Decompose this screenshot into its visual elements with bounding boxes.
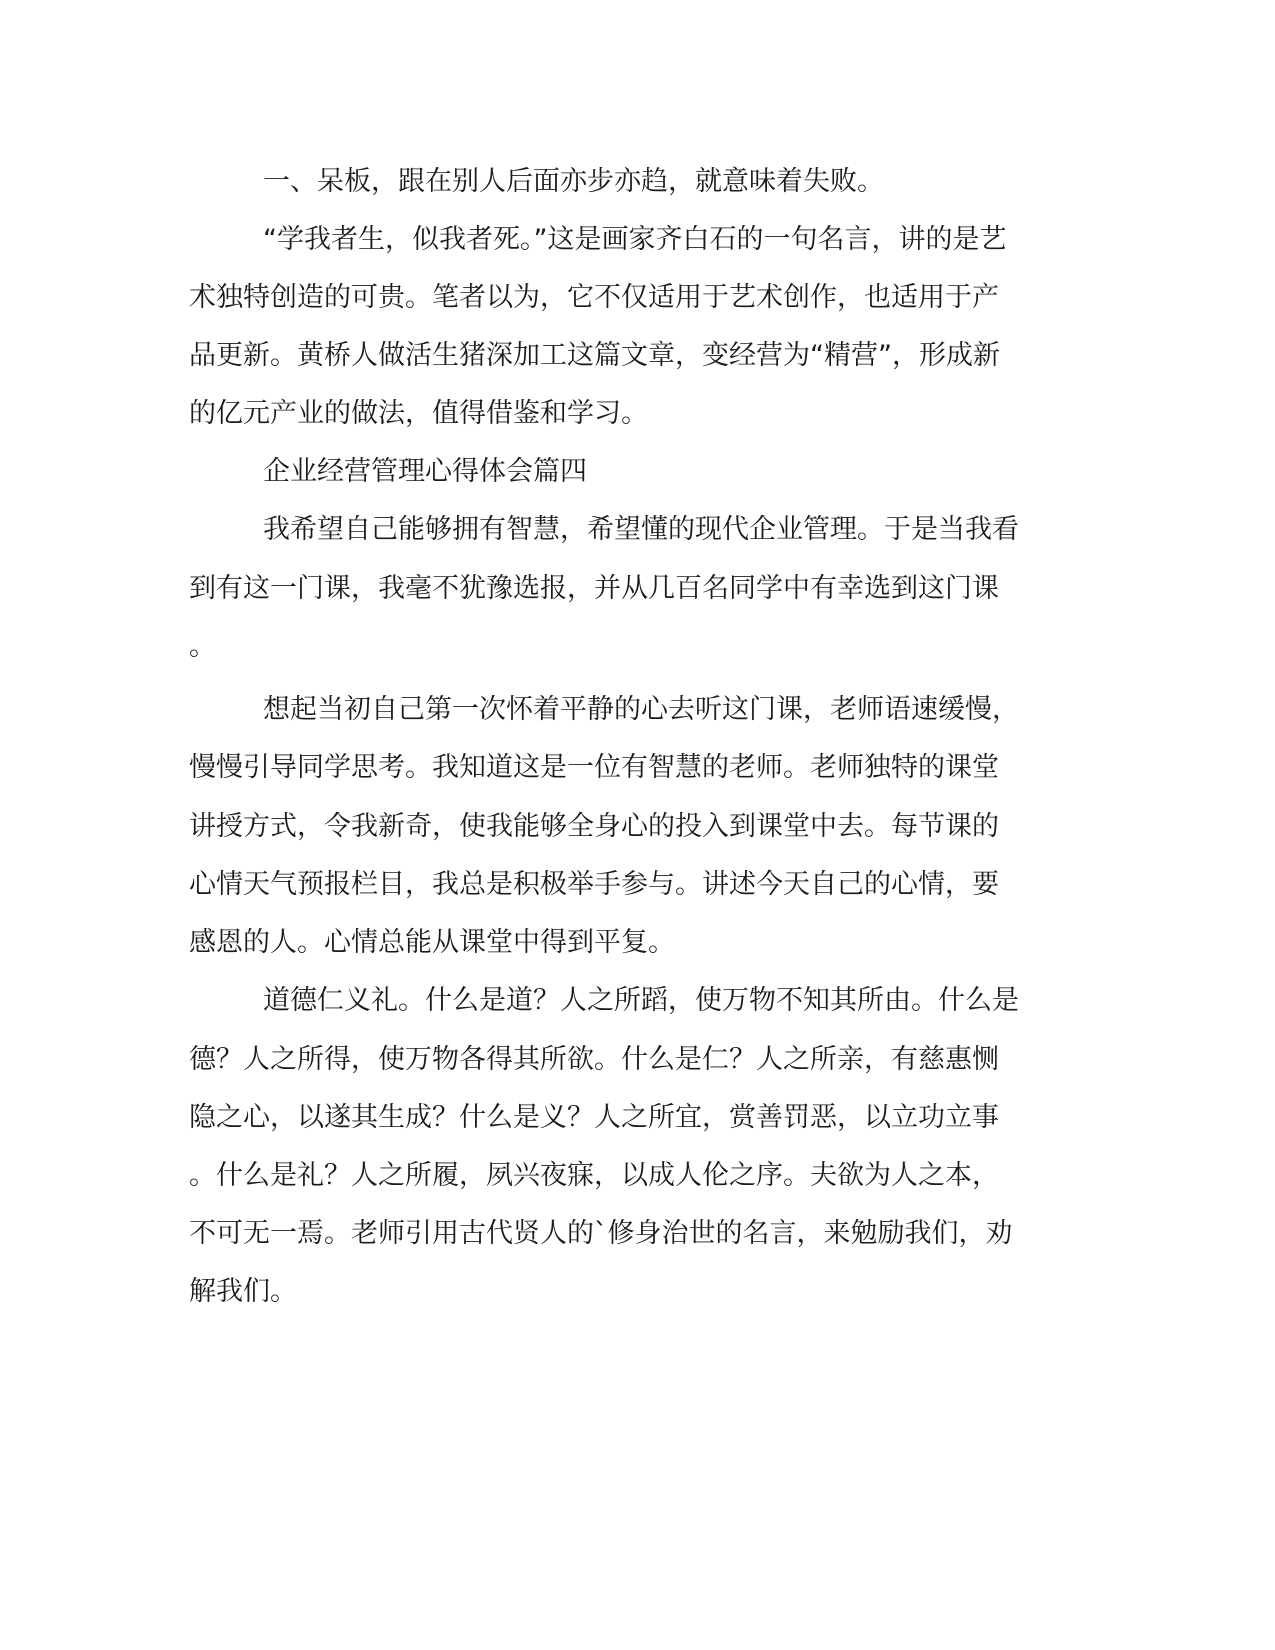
paragraph-line: 不可无一焉。老师引用古代贤人的`修身治世的名言，来勉励我们，劝 [189, 1218, 1013, 1249]
paragraph-line: 想起当初自己第一次怀着平静的心去听这门课，老师语速缓慢， [263, 694, 1019, 725]
paragraph-line: 的亿元产业的做法，值得借鉴和学习。 [189, 398, 648, 429]
paragraph-line: 感恩的人。心情总能从课堂中得到平复。 [189, 927, 675, 958]
paragraph-line: 到有这一门课，我毫不犹豫选报，并从几百名同学中有幸选到这门课 [189, 573, 999, 604]
paragraph-line: 道德仁义礼。什么是道？人之所蹈，使万物不知其所由。什么是 [263, 985, 1019, 1016]
paragraph-line: 。什么是礼？人之所履，夙兴夜寐，以成人伦之序。夫欲为人之本， [189, 1160, 999, 1191]
section-heading: 企业经营管理心得体会篇四 [263, 456, 587, 487]
paragraph-line: 心情天气预报栏目，我总是积极举手参与。讲述今天自己的心情，要 [189, 869, 999, 900]
paragraph-line: 解我们。 [189, 1276, 297, 1307]
paragraph-line: 慢慢引导同学思考。我知道这是一位有智慧的老师。老师独特的课堂 [189, 752, 999, 783]
paragraph-line: 。 [189, 631, 216, 662]
paragraph-line: 讲授方式，令我新奇，使我能够全身心的投入到课堂中去。每节课的 [189, 811, 999, 842]
paragraph-line: 术独特创造的可贵。笔者以为，它不仅适用于艺术创作，也适用于产 [189, 282, 999, 313]
paragraph-line: 品更新。黄桥人做活生猪深加工这篇文章，变经营为“精营”，形成新 [189, 340, 1000, 371]
paragraph-line: 我希望自己能够拥有智慧，希望懂的现代企业管理。于是当我看 [263, 514, 1019, 545]
paragraph-line: “学我者生，似我者死。”这是画家齐白石的一句名言，讲的是艺 [263, 224, 1007, 255]
paragraph-line: 德？人之所得，使万物各得其所欲。什么是仁？人之所亲，有慈惠恻 [189, 1044, 999, 1075]
paragraph-line: 一、呆板，跟在别人后面亦步亦趋，就意味着失败。 [263, 166, 884, 197]
paragraph-line: 隐之心，以遂其生成？什么是义？人之所宜，赏善罚恶，以立功立事 [189, 1102, 999, 1133]
